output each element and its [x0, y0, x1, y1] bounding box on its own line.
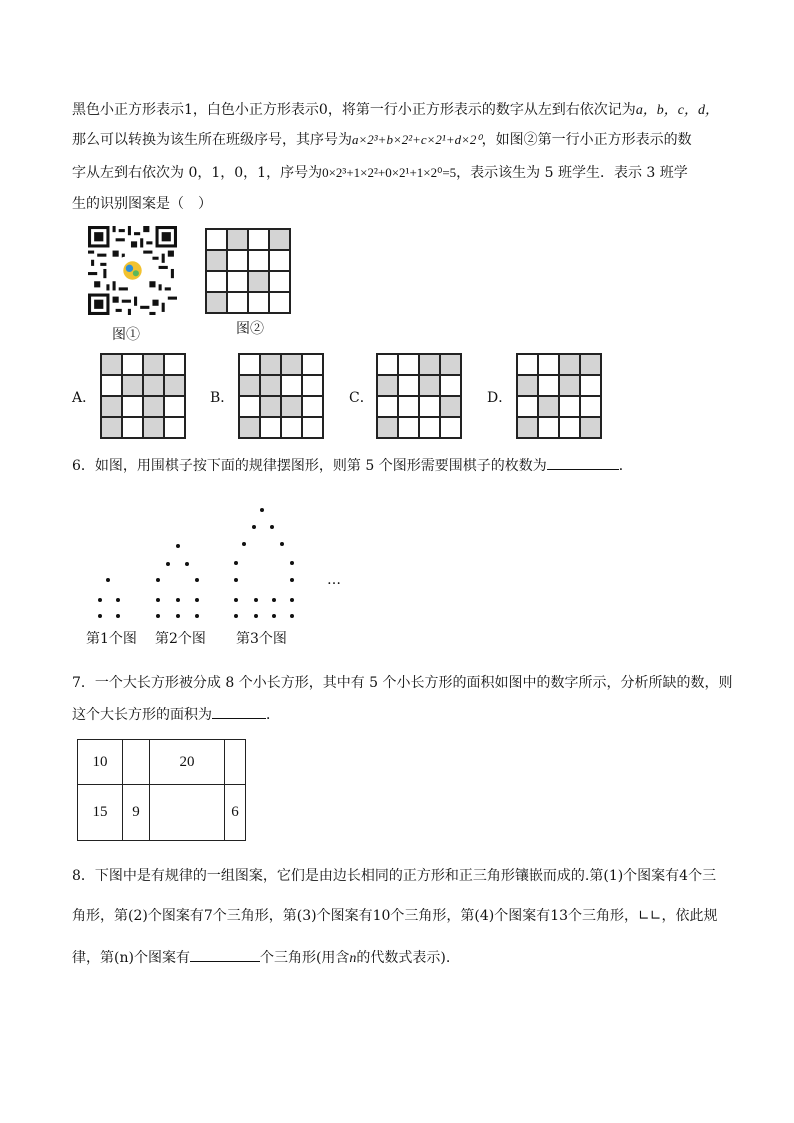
option-b-grid[interactable]	[238, 353, 324, 439]
q8-line2: 角形，第(2)个图案有7个三角形，第(3)个图案有10个三角形，第(4)个图案有13个三角形，∟∟，依此规	[72, 908, 718, 924]
q7-answer-blank[interactable]	[212, 704, 266, 719]
black-square	[239, 375, 260, 396]
go-stone	[156, 578, 160, 582]
cell-area-9: 9	[123, 785, 150, 841]
white-square	[517, 354, 538, 375]
q7-line1: 7．一个大长方形被分成 8 个小长方形，其中有 5 个小长方形的面积如图中的数字所示，分析所缺的数，则	[72, 675, 733, 691]
q6-text: 6．如图，用围棋子按下面的规律摆图形，则第 5 个图形需要围棋子的枚数为 ．	[72, 455, 633, 476]
black-square	[101, 396, 122, 417]
white-square	[227, 250, 248, 271]
cell-blank	[123, 740, 150, 785]
go-stone	[176, 614, 180, 618]
white-square	[559, 417, 580, 438]
black-square	[206, 250, 227, 271]
white-square	[281, 417, 302, 438]
go-stone	[195, 578, 199, 582]
go-stone	[98, 598, 102, 602]
white-square	[419, 417, 440, 438]
black-square	[580, 354, 601, 375]
fig6-caption-3: 第3个图	[236, 631, 287, 647]
fig6-ellipsis: …	[327, 572, 341, 588]
black-square	[143, 396, 164, 417]
black-square	[580, 417, 601, 438]
white-square	[101, 375, 122, 396]
black-square	[377, 417, 398, 438]
white-square	[302, 396, 323, 417]
option-a-label[interactable]: A．	[72, 390, 97, 406]
black-square	[143, 375, 164, 396]
white-square	[398, 417, 419, 438]
go-stone	[116, 614, 120, 618]
white-square	[248, 229, 269, 250]
go-stone	[260, 508, 264, 512]
go-stone	[242, 542, 246, 546]
option-c-label[interactable]: C．	[349, 390, 374, 406]
q5-line3: 字从左到右依次为 0，1，0，1，序号为0×2³+1×2²+0×2¹+1×2⁰=5，表示该生为 5 班学生．表示 3 班学	[72, 165, 688, 181]
go-stone	[272, 614, 276, 618]
black-square	[101, 417, 122, 438]
go-stone	[270, 525, 274, 529]
black-square	[143, 417, 164, 438]
fig6-caption-2: 第2个图	[155, 631, 206, 647]
fig2-caption: 图②	[236, 321, 264, 337]
black-square	[248, 271, 269, 292]
white-square	[164, 354, 185, 375]
black-square	[122, 375, 143, 396]
q6-answer-blank[interactable]	[547, 455, 619, 470]
white-square	[269, 292, 290, 313]
go-stone	[156, 598, 160, 602]
option-c-grid[interactable]	[376, 353, 462, 439]
white-square	[122, 396, 143, 417]
go-stone	[195, 598, 199, 602]
black-square	[559, 375, 580, 396]
black-square	[517, 417, 538, 438]
black-square	[101, 354, 122, 375]
white-square	[269, 250, 290, 271]
black-square	[260, 375, 281, 396]
go-stone	[234, 578, 238, 582]
q7-line2: 这个大长方形的面积为 ．	[72, 704, 280, 725]
go-stone	[290, 578, 294, 582]
white-square	[440, 417, 461, 438]
go-stone	[252, 525, 256, 529]
q8-answer-blank[interactable]	[190, 947, 260, 962]
cell-area-6: 6	[225, 785, 246, 841]
go-stone	[234, 614, 238, 618]
go-stone	[195, 614, 199, 618]
black-square	[260, 396, 281, 417]
white-square	[227, 271, 248, 292]
white-square	[302, 417, 323, 438]
white-square	[248, 250, 269, 271]
white-square	[248, 292, 269, 313]
black-square	[206, 292, 227, 313]
go-stone	[116, 598, 120, 602]
go-stone	[166, 562, 170, 566]
white-square	[227, 292, 248, 313]
area-rectangle-figure	[77, 739, 246, 841]
q5-line2: 那么可以转换为该生所在班级序号，其序号为a×2³+b×2²+c×2¹+d×2⁰，如图②第一行小正方形表示的数	[72, 132, 692, 148]
white-square	[440, 375, 461, 396]
white-square	[281, 375, 302, 396]
white-square	[302, 354, 323, 375]
q8-line3: 律，第(n)个图案有 个三角形(用含n的代数式表示).	[72, 947, 450, 969]
white-square	[538, 375, 559, 396]
cell-area-10: 10	[78, 740, 123, 785]
white-square	[398, 375, 419, 396]
go-stone	[234, 561, 238, 565]
go-stone	[185, 562, 189, 566]
go-stone	[156, 614, 160, 618]
black-square	[281, 354, 302, 375]
white-square	[164, 417, 185, 438]
go-stone	[272, 598, 276, 602]
option-b-label[interactable]: B．	[210, 390, 235, 406]
go-stone	[106, 578, 110, 582]
black-square	[559, 354, 580, 375]
go-stone	[290, 598, 294, 602]
black-square	[269, 229, 290, 250]
white-square	[206, 229, 227, 250]
white-square	[206, 271, 227, 292]
white-square	[419, 396, 440, 417]
white-square	[398, 354, 419, 375]
black-square	[440, 354, 461, 375]
white-square	[164, 396, 185, 417]
go-stone	[280, 542, 284, 546]
q8-line1: 8．下图中是有规律的一组图案，它们是由边长相同的正方形和正三角形镶嵌而成的.第(1)个图案有4个三	[72, 868, 717, 884]
white-square	[580, 375, 601, 396]
go-stone	[254, 598, 258, 602]
go-stone	[176, 598, 180, 602]
go-stone	[98, 614, 102, 618]
cell-blank	[225, 740, 246, 785]
fig6-caption-1: 第1个图	[86, 631, 137, 647]
white-square	[377, 396, 398, 417]
white-square	[398, 396, 419, 417]
white-square	[260, 417, 281, 438]
black-square	[440, 396, 461, 417]
go-stone	[290, 561, 294, 565]
white-square	[302, 375, 323, 396]
white-square	[239, 396, 260, 417]
fig1-caption: 图①	[112, 327, 140, 343]
go-stone	[254, 614, 258, 618]
black-square	[239, 417, 260, 438]
option-d-grid[interactable]	[516, 353, 602, 439]
white-square	[538, 417, 559, 438]
q5-line4: 生的识别图案是（ ）	[72, 196, 212, 212]
go-stone	[176, 544, 180, 548]
cell-blank	[150, 785, 225, 841]
black-square	[377, 375, 398, 396]
black-square	[143, 354, 164, 375]
white-square	[538, 354, 559, 375]
black-square	[419, 375, 440, 396]
white-square	[122, 417, 143, 438]
go-stone	[234, 598, 238, 602]
white-square	[580, 396, 601, 417]
black-square	[538, 396, 559, 417]
go-stone	[290, 614, 294, 618]
fig2-grid	[205, 228, 291, 314]
white-square	[122, 354, 143, 375]
black-square	[517, 375, 538, 396]
black-square	[281, 396, 302, 417]
white-square	[517, 396, 538, 417]
black-square	[260, 354, 281, 375]
white-square	[239, 354, 260, 375]
option-d-label[interactable]: D．	[487, 390, 513, 406]
cell-area-20: 20	[150, 740, 225, 785]
white-square	[269, 271, 290, 292]
option-a-grid[interactable]	[100, 353, 186, 439]
black-square	[419, 354, 440, 375]
black-square	[164, 375, 185, 396]
cell-area-15: 15	[78, 785, 123, 841]
q5-line1: 黑色小正方形表示1，白色小正方形表示0，将第一行小正方形表示的数字从左到右依次记为a，b，c，d，	[72, 102, 720, 118]
white-square	[559, 396, 580, 417]
white-square	[377, 354, 398, 375]
qr-code-image	[88, 226, 177, 315]
black-square	[227, 229, 248, 250]
